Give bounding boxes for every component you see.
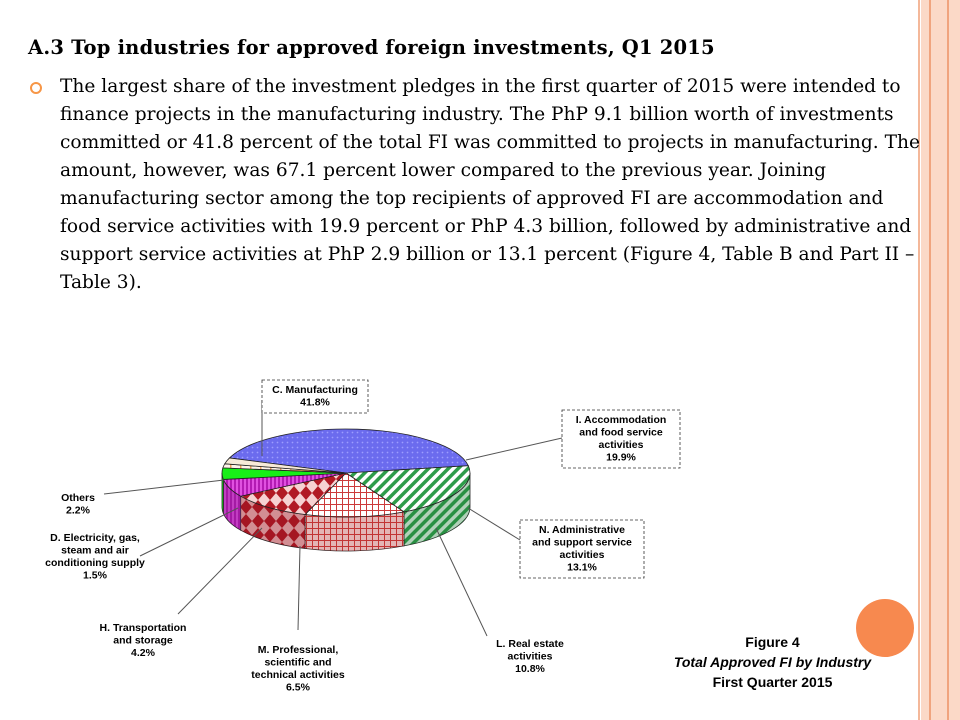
pie-label-line: steam and air xyxy=(61,544,129,557)
pie-leader-line xyxy=(140,508,238,556)
pie-label-line: 19.9% xyxy=(606,451,636,464)
caption-line-3: First Quarter 2015 xyxy=(712,674,833,690)
pie-label-group xyxy=(61,492,95,517)
pie-label-line: technical activities xyxy=(251,669,345,681)
pie-label-line: activities xyxy=(598,439,644,451)
pie-label-group xyxy=(496,638,564,675)
pie-leader-line xyxy=(104,480,224,494)
pie-label-line: H. Transportation xyxy=(99,622,187,634)
pie-label-line: I. Accommodation xyxy=(575,414,667,426)
pie-label-line: 6.5% xyxy=(286,681,310,694)
pie-leader-line xyxy=(436,528,487,636)
pie-label-line: activities xyxy=(507,650,553,663)
pie-label-line: C. Manufacturing xyxy=(272,384,358,396)
pie-leader-line xyxy=(466,438,562,460)
pie-label-line: M. Professional, xyxy=(257,644,339,656)
pie-label-line: 13.1% xyxy=(567,561,597,574)
pie-label-line: D. Electricity, gas, xyxy=(50,532,140,544)
pie-label-line: and food service xyxy=(579,426,663,439)
pie-label-line: conditioning supply xyxy=(45,557,145,569)
pie-leader-line xyxy=(178,528,262,614)
slide-title: A.3 Top industries for approved foreign investments, Q1 2015 xyxy=(28,36,715,59)
pie-label-line: 10.8% xyxy=(515,663,545,675)
pie-label-line: 4.2% xyxy=(131,647,155,659)
right-border-line-b xyxy=(947,0,949,720)
pie-label-line: and support service xyxy=(532,536,632,549)
pie-label-line: Others xyxy=(61,492,95,504)
pie-label-group xyxy=(520,520,644,578)
pie-label-line: L. Real estate xyxy=(496,638,564,650)
pie-label-line: N. Administrative xyxy=(539,524,625,536)
pie-slice-side-shade xyxy=(305,512,404,551)
pie-leader-line xyxy=(298,546,300,630)
pie-label-group xyxy=(262,380,368,413)
pie-slices xyxy=(222,429,470,551)
caption-line-1: Figure 4 xyxy=(745,634,800,650)
pie-label-line: scientific and xyxy=(264,656,332,669)
pie-label-group xyxy=(45,532,145,582)
pie-leader-line xyxy=(468,508,520,540)
caption-line-2: Total Approved FI by Industry xyxy=(673,654,872,670)
pie-label-group xyxy=(251,644,345,694)
body-paragraph: The largest share of the investment pledges in the first quarter of 2015 were intended to finance projects in the manufacturing industry. The PhP 9.1 billion worth of investments committed or 41.8 percent of the total FI was committed to projects in manufacturing. The amount, however, was 67.1 percent lower compared to the previous year. Joining manufacturing sector among the top recipients of approved FI are accommodation and food service activities with 19.9 percent or PhP 4.3 billion, followed by administrative and support service activities at PhP 2.9 billion or 13.1 percent (Figure 4, Table B and Part II – Table 3). xyxy=(60,76,920,293)
pie-label-group xyxy=(100,622,187,659)
pie-label-line: 41.8% xyxy=(300,396,330,409)
bullet-circle-icon xyxy=(30,82,42,94)
pie-label-line: and storage xyxy=(113,634,173,647)
pie-label-line: 1.5% xyxy=(83,569,107,582)
pie-label-line: 2.2% xyxy=(66,504,90,517)
pie-label-line: activities xyxy=(559,549,605,561)
figure-caption xyxy=(620,632,925,692)
pie-label-group xyxy=(562,410,680,468)
